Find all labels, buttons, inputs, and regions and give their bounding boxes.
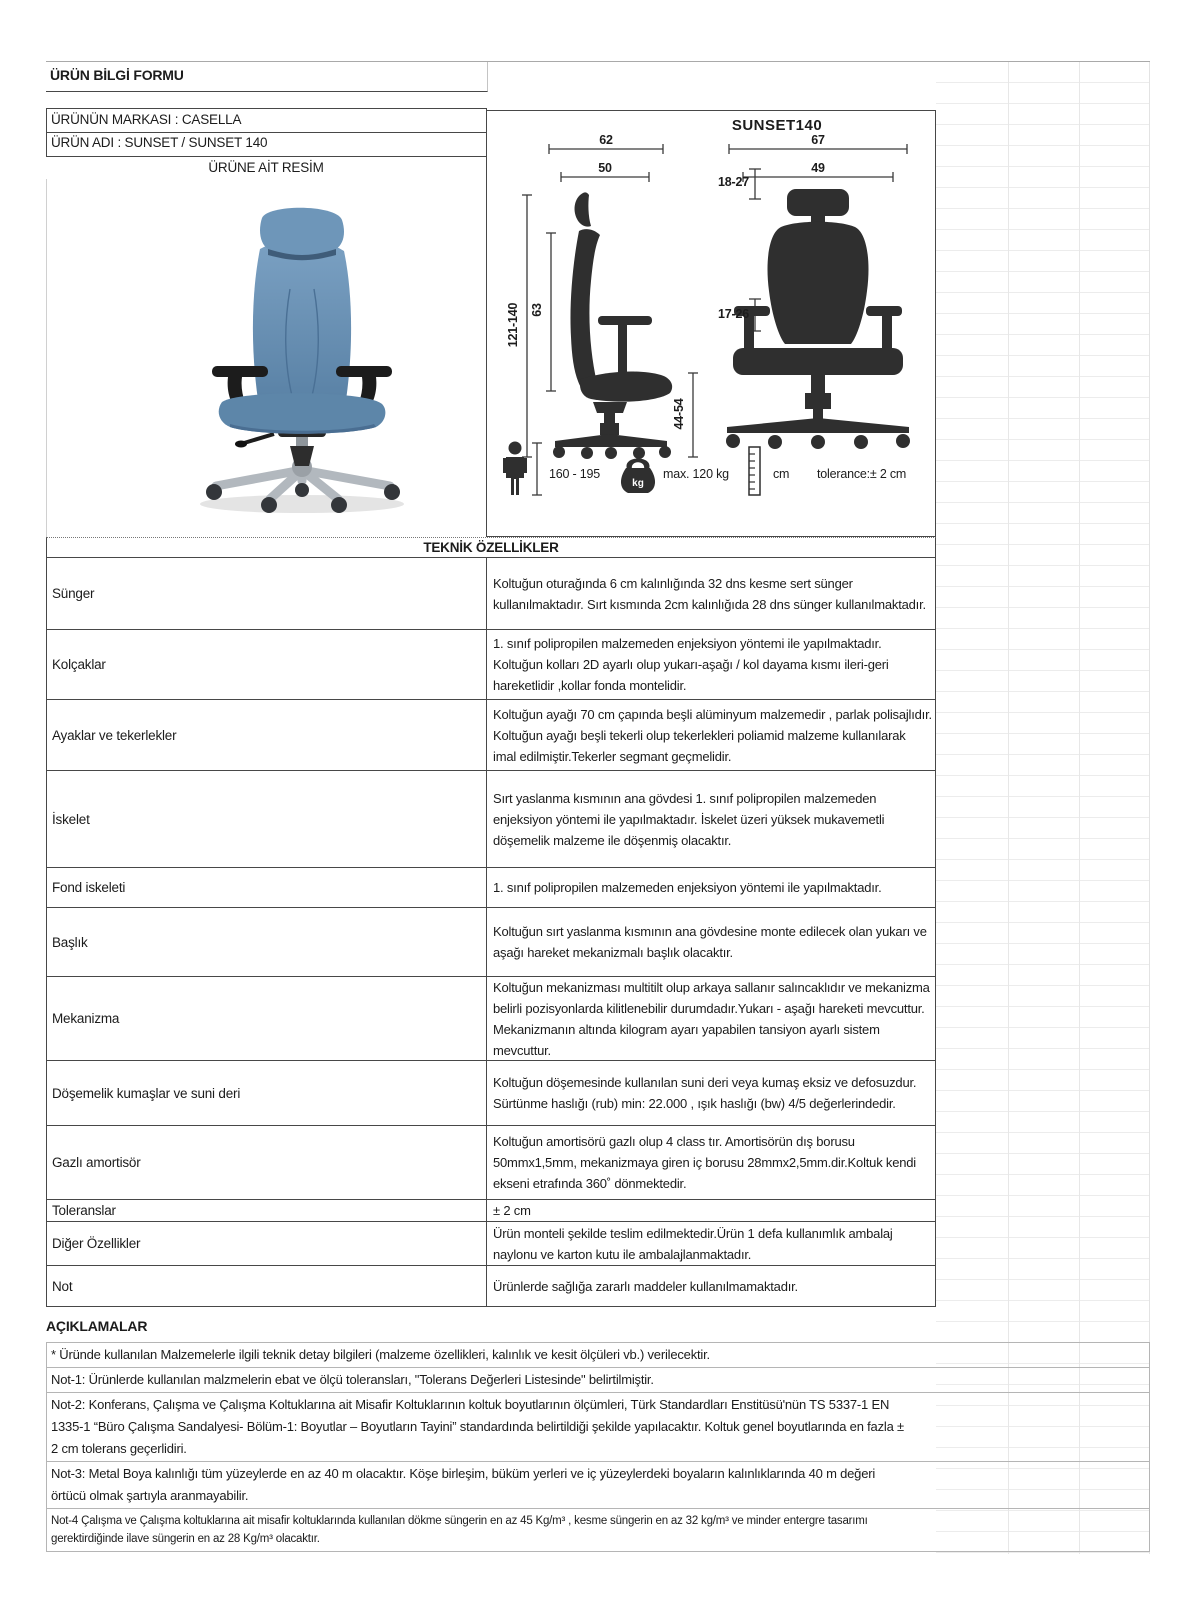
dimension-diagram xyxy=(486,110,936,537)
blue-chair-illustration xyxy=(47,179,487,537)
dim-side-outer-width: 62 xyxy=(599,133,613,147)
unit-label: cm xyxy=(773,467,790,481)
spec-value: Koltuğun ayağı 70 cm çapında beşli alüminyum malzemedir , parlak polisajlıdır. Koltuğun ayağı beşli tekerli olup tekerlekleri poliamid malzeme kullanılarak imal edilmiştir.Tekerler segmant geçmelidir. xyxy=(493,706,932,764)
spec-table xyxy=(46,537,936,1307)
note-2: Not-2: Konferans, Çalışma ve Çalışma Koltuklarına ait Misafir Koltuklarının koltuk boyutlarının ölçümleri, Türk Standardları Enstitüsü'nün TS 5337-1 EN 1335-1 “Büro Çalışma Sandalyesi- Bölüm-1: Boyutlar – Boyutların Tayini” standardında belirtildiği şekilde yapılacaktır. Koltuk genel boyutlarında en fazla ± 2 cm tolerans geçerlidiri. xyxy=(46,1392,1150,1462)
spec-value: Koltuğun sırt yaslanma kısmının ana gövdesine monte edilecek olan yukarı ve aşağı hareket mekanizmalı başlık olacaktır. xyxy=(493,924,927,960)
notes-block xyxy=(46,1343,1150,1552)
spec-row-sunger xyxy=(47,558,935,630)
spec-value: 1. sınıf polipropilen malzemeden enjeksiyon yöntemi ile yapılmaktadır. xyxy=(493,880,882,895)
spec-value: Ürün monteli şekilde teslim edilmektedir.Ürün 1 defa kullanımlık ambalaj naylonu ve karton kutu ile ambalajlanmaktadır. xyxy=(493,1225,893,1262)
dim-overall-height: 121-140 xyxy=(506,302,520,348)
spec-label: Gazlı amortisör xyxy=(47,1126,487,1199)
spec-row-kolcaklar xyxy=(47,630,935,700)
spec-value: Koltuğun oturağında 6 cm kalınlığında 32 dns kesme sert sünger kullanılmaktadır. Sırt kısmında 2cm kalınlığıda 28 dns sünger kullanılmaktadır. xyxy=(493,575,926,612)
notes-heading: AÇIKLAMALAR xyxy=(46,1318,148,1334)
spec-label: Kolçaklar xyxy=(47,630,487,699)
tolerance-label: tolerance:± 2 cm xyxy=(817,467,907,481)
spec-value: Ürünlerde sağlığa zararlı maddeler kullanılmamaktadır. xyxy=(493,1278,798,1294)
spec-row-diger-ozellikler xyxy=(47,1222,935,1266)
spec-value: ± 2 cm xyxy=(493,1203,531,1218)
spec-label: Ayaklar ve tekerlekler xyxy=(47,700,487,770)
dim-front-inner-width: 49 xyxy=(811,161,825,175)
dim-front-outer-width: 67 xyxy=(811,133,825,147)
dim-armrest-range: 17-26 xyxy=(718,307,749,321)
note-1: Not-1: Ürünlerde kullanılan malzmelerin ebat ve ölçü toleransları, "Tolerans Değerleri Listesinde" belirtilmiştir. xyxy=(46,1367,1150,1393)
dim-back-height: 63 xyxy=(530,303,544,317)
spec-table-heading: TEKNİK ÖZELLİKLER xyxy=(47,538,935,558)
spec-value: Koltuğun amortisörü gazlı olup 4 class tır. Amortisörün dış borusu 50mmx1,5mm, mekanizmaya giren iç borusu 28mmx2,5mm.dir.Koltuk kendi ekseni etrafında 360˚ dönmektedir. xyxy=(493,1134,916,1191)
spec-row-toleranslar xyxy=(47,1200,935,1222)
dim-headrest-range: 18-27 xyxy=(718,175,749,189)
spec-row-gazli-amortisor xyxy=(47,1126,935,1200)
dim-side-inner-width: 50 xyxy=(598,161,612,175)
spec-label: Döşemelik kumaşlar ve suni deri xyxy=(47,1061,487,1125)
spec-row-iskelet xyxy=(47,771,935,868)
spec-row-mekanizma xyxy=(47,977,935,1061)
spec-label: İskelet xyxy=(47,771,487,867)
note-star: * Üründe kullanılan Malzemelerle ilgili teknik detay bilgileri (malzeme özellikleri, kalınlık ve kesit ölçüleri vb.) verilecektir. xyxy=(46,1342,1150,1368)
brand-cell: ÜRÜNÜN MARKASI : CASELLA xyxy=(46,108,487,133)
person-height-range: 160 - 195 xyxy=(549,467,601,481)
spec-value: Koltuğun mekanizması multitilt olup arkaya sallanır salıncaklıdır ve mekanizma belirli pozisyonlarda kilitlenebilir durumdadır.Yukarı - aşağı hareketi mevcuttur. Mekanizmanın altında kilogram ayarı yapabilen tansiyon ayarlı sistem mevcuttur. xyxy=(493,979,930,1058)
max-weight-label: max. 120 kg xyxy=(663,467,729,481)
spec-label: Fond iskeleti xyxy=(47,868,487,907)
spec-value: Koltuğun döşemesinde kullanılan suni deri veya kumaş eksiz ve defosuzdur. Sürtünme haslığı (rub) min: 22.000 , ışık haslığı (bw) 4/5 değerlerindedir. xyxy=(493,1075,917,1111)
grid-line xyxy=(1008,62,1009,1554)
form-title: ÜRÜN BİLGİ FORMU xyxy=(46,62,488,92)
diagram-title: SUNSET140 xyxy=(731,117,823,134)
spec-label: Sünger xyxy=(47,558,487,629)
note-3: Not-3: Metal Boya kalınlığı tüm yüzeylerde en az 40 m olacaktır. Köşe birleşim, büküm yerleri ve iç yüzeylerdeki boyaların kalınlıklarında 40 m değeri örtücü olmak şartıyla aranmayabilir. xyxy=(46,1461,1150,1509)
empty-grid-columns xyxy=(936,62,1150,1554)
grid-line xyxy=(1079,62,1080,1554)
spec-row-baslik xyxy=(47,908,935,977)
image-caption: ÜRÜNE AİT RESİM xyxy=(46,157,487,179)
note-4: Not-4 Çalışma ve Çalışma koltuklarına ait misafir koltuklarında kullanılan dökme süngerin en az 45 Kg/m³ , kesme süngerin en az 32 kg/m³ ve minder entergre tasarımı gerektirdiğinde ilave süngerin en az 28 Kg/m³ olacaktır. xyxy=(46,1508,1150,1552)
spec-row-dosemelik xyxy=(47,1061,935,1126)
product-photo xyxy=(46,179,486,537)
spec-label: Not xyxy=(47,1266,487,1306)
spec-value: 1. sınıf polipropilen malzemeden enjeksiyon yöntemi ile yapılmaktadır. Koltuğun kolları 2D ayarlı olup yukarı-aşağı / kol dayama kısmı ileri-geri hareketlidir ,kollar fonda montelidir. xyxy=(493,636,889,693)
spec-value: Sırt yaslanma kısmının ana gövdesi 1. sınıf polipropilen malzemeden enjeksiyon yöntemi ile yapılmaktadır. İskelet üzeri yüksek mukavemetli döşemelik malzeme ile döşenmiş olacaktır. xyxy=(493,790,885,848)
spec-row-ayaklar xyxy=(47,700,935,771)
product-name-cell: ÜRÜN ADI : SUNSET / SUNSET 140 xyxy=(46,132,487,157)
spec-row-fond-iskeleti xyxy=(47,868,935,908)
spec-label: Diğer Özellikler xyxy=(47,1222,487,1265)
dim-seat-height: 44-54 xyxy=(672,398,686,430)
kg-icon-label: kg xyxy=(632,478,644,489)
spec-label: Başlık xyxy=(47,908,487,976)
spec-row-not xyxy=(47,1266,935,1306)
spec-label: Toleranslar xyxy=(47,1200,487,1221)
spec-label: Mekanizma xyxy=(47,977,487,1060)
